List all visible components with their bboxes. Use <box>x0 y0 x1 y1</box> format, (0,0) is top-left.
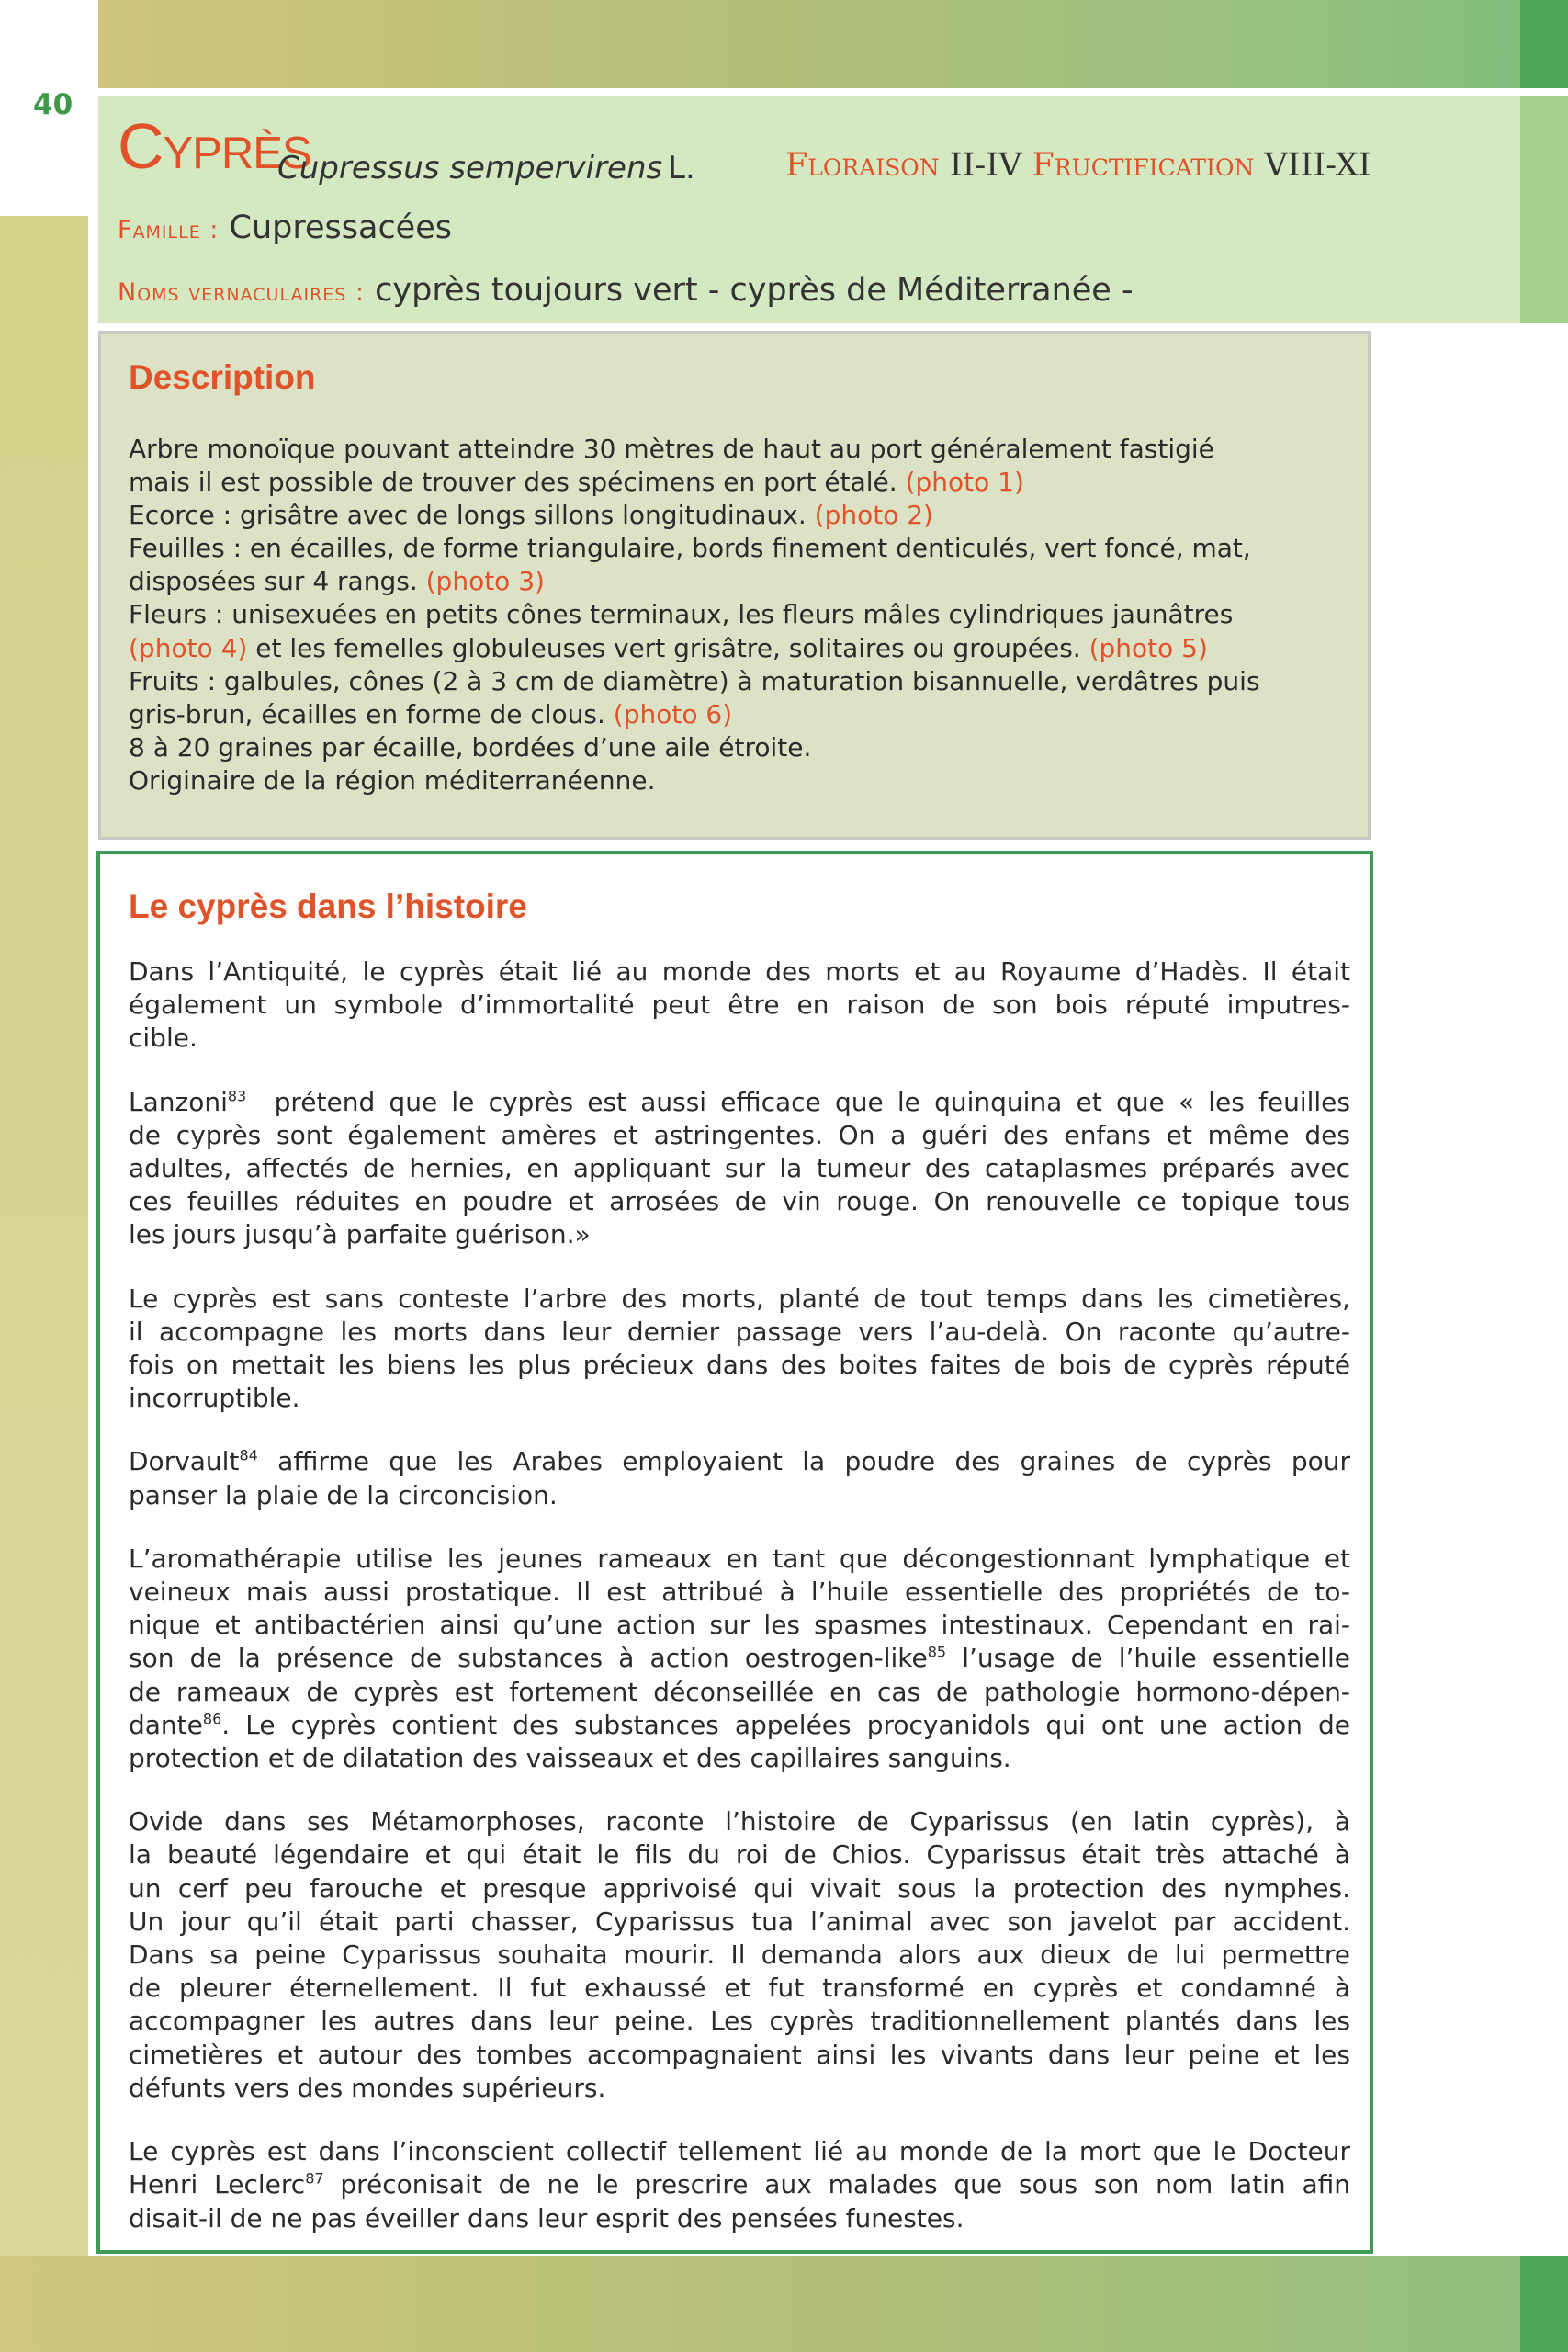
footnote-ref: 83 <box>227 1087 247 1105</box>
description-text-fragment: Fleurs : unisexuées en petits cônes terminaux, les fleurs mâles cylindriques jaunâtres <box>129 599 1234 630</box>
description-line <box>129 764 1364 797</box>
history-title: Le cyprès dans l’histoire <box>129 888 527 925</box>
text-line: panser la plaie de la circoncision. <box>129 1479 558 1510</box>
top-band-accent <box>1520 0 1568 88</box>
footnote-ref: 86 <box>202 1710 222 1728</box>
text-line <box>129 1642 1350 1675</box>
text-line: la beauté légendaire et qui était le fils du roi de Chios. Cyparissus était très attaché à <box>129 1839 1350 1871</box>
text-line <box>129 2168 1350 2201</box>
history-paragraph-3 <box>129 1283 1350 1416</box>
history-paragraph-7 <box>129 2135 1350 2235</box>
species-author: L. <box>668 150 695 187</box>
text-line: il accompagne les morts dans leur dernier passage vers l’au-delà. On raconte qu’autre- <box>129 1316 1350 1347</box>
text-line: Le cyprès est sans conteste l’arbre des morts, planté de tout temps dans les cimetières, <box>129 1283 1350 1314</box>
description-line <box>129 532 1364 565</box>
text-line: de rameaux de cyprès est fortement déconseillée en cas de pathologie hormono-dépen- <box>129 1676 1350 1707</box>
left-decorative-strip <box>0 216 88 2257</box>
description-text-fragment: gris-brun, écailles en forme de clous. <box>129 698 614 729</box>
family-line <box>118 209 452 246</box>
text-line: L’aromathérapie utilise les jeunes rameaux en tant que décongestionnant lymphatique et <box>129 1543 1350 1574</box>
text-line <box>129 1445 1350 1478</box>
description-text-fragment: Fruits : galbules, cônes (2 à 3 cm de diamètre) à maturation bisannuelle, verdâtres puis <box>129 665 1260 696</box>
text-fragment: Lanzoni <box>129 1086 228 1117</box>
description-text-fragment: disposées sur 4 rangs. <box>129 566 426 597</box>
text-line: disait-il de ne pas éveiller dans leur esprit des pensées funestes. <box>129 2202 964 2233</box>
description-text-fragment: Originaire de la région méditerranéenne. <box>129 764 656 796</box>
text-line: incorruptible. <box>129 1383 300 1414</box>
vernacular-label: Noms vernaculaires : <box>118 278 366 307</box>
species-latin-name: Cupressus sempervirens <box>277 150 663 187</box>
text-fragment: l’usage de l’huile essentielle <box>946 1643 1350 1674</box>
description-line <box>129 632 1364 665</box>
fructification-value: VIII-XI <box>1264 147 1371 184</box>
history-paragraph-4 <box>129 1445 1350 1511</box>
text-line: Dans l’Antiquité, le cyprès était lié au monde des morts et au Royaume d’Hadès. Il était <box>129 956 1350 987</box>
text-line: Ovide dans ses Métamorphoses, raconte l’histoire de Cyparissus (en latin cyprès), à <box>129 1806 1350 1838</box>
family-label: Famille : <box>118 216 220 244</box>
photo-reference[interactable]: (photo 2) <box>814 500 933 531</box>
photo-reference[interactable]: (photo 1) <box>905 467 1024 498</box>
description-title: Description <box>129 358 316 396</box>
footnote-ref: 85 <box>927 1644 947 1662</box>
header-panel-accent <box>1520 96 1568 323</box>
text-line: accompagner les autres dans leur peine. Les cyprès traditionnellement plantés dans les <box>129 2006 1350 2037</box>
text-line: de pleurer éternellement. Il fut exhaussé et fut transformé en cyprès et condamné à <box>129 1973 1350 2004</box>
description-line <box>129 698 1364 731</box>
text-fragment: prétend que le cyprès est aussi efficace que le quinquina et que « les feuilles <box>246 1086 1350 1117</box>
history-paragraph-5 <box>129 1543 1350 1775</box>
history-paragraph-2 <box>129 1086 1350 1252</box>
description-line <box>129 731 1364 764</box>
text-line: défunts vers des mondes supérieurs. <box>129 2072 606 2103</box>
text-line: cible. <box>129 1023 197 1054</box>
vernacular-names-line <box>118 272 1134 309</box>
text-line: également un symbole d’immortalité peut être en raison de son bois réputé imputres- <box>129 989 1350 1021</box>
text-fragment: Henri Leclerc <box>129 2169 306 2200</box>
text-line: Dans sa peine Cyparissus souhaita mourir. Il demanda alors aux dieux de lui permettre <box>129 1939 1350 1971</box>
page-number: 40 <box>33 88 73 121</box>
description-text-fragment: mais il est possible de trouver des spécimens en port étalé. <box>129 467 906 498</box>
top-decorative-band <box>98 0 1568 88</box>
footnote-ref: 84 <box>239 1447 258 1465</box>
text-fragment: préconisait de ne le prescrire aux malades que sous son nom latin afin <box>323 2169 1350 2200</box>
photo-reference[interactable]: (photo 3) <box>425 566 545 597</box>
description-line <box>129 499 1364 532</box>
text-fragment: affirme que les Arabes employaient la poudre des graines de cyprès pour <box>257 1446 1350 1477</box>
history-paragraph-1 <box>129 956 1350 1056</box>
description-line <box>129 466 1364 499</box>
bottom-decorative-band <box>0 2256 1568 2352</box>
text-line: un cerf peu farouche et presque apprivoisé qui vivait sous la protection des nymphes. <box>129 1872 1350 1904</box>
footnote-ref: 87 <box>305 2169 324 2188</box>
fructification-label: Fructification <box>1032 147 1255 184</box>
history-text <box>129 956 1350 2266</box>
description-text-fragment: Ecorce : grisâtre avec de longs sillons longitudinaux. <box>129 500 815 531</box>
text-fragment: dante <box>129 1709 203 1740</box>
description-line <box>129 598 1364 631</box>
text-line <box>129 1086 1350 1119</box>
photo-reference[interactable]: (photo 5) <box>1089 632 1208 663</box>
text-line: ces feuilles réduites en poudre et arrosées de vin rouge. On renouvelle ce topique tous <box>129 1186 1350 1217</box>
floraison-label: Floraison <box>785 147 940 184</box>
text-line: Le cyprès est dans l’inconscient collectif tellement lié au monde de la mort que le Docteur <box>129 2136 1350 2167</box>
text-line: nique et antibactérien ainsi qu’une action sur les spasmes intestinaux. Cependant en rai- <box>129 1610 1350 1641</box>
description-line <box>129 665 1364 698</box>
text-fragment: . Le cyprès contient des substances appelées procyanidols qui ont une action de <box>221 1709 1350 1740</box>
flowering-fruiting-line <box>785 147 1371 184</box>
text-line <box>129 1709 1350 1742</box>
floraison-value: II-IV <box>949 147 1022 184</box>
description-text-fragment: Feuilles : en écailles, de forme triangulaire, bords finement denticulés, vert foncé, mat, <box>129 533 1251 564</box>
text-line: fois on mettait les biens les plus précieux dans des boites faites de bois de cyprès réputé <box>129 1350 1350 1381</box>
description-text-fragment: Arbre monoïque pouvant atteindre 30 mètres de haut au port généralement fastigié <box>129 434 1214 464</box>
text-line: de cyprès sont également amères et astringentes. On a guéri des enfans et même des <box>129 1119 1350 1150</box>
history-paragraph-6 <box>129 1805 1350 2105</box>
photo-reference[interactable]: (photo 4) <box>129 632 248 663</box>
family-value: Cupressacées <box>229 209 452 246</box>
text-line: les jours jusqu’à parfaite guérison.» <box>129 1219 591 1250</box>
text-fragment: son de la présence de substances à action oestrogen-like <box>129 1643 928 1674</box>
description-line <box>129 433 1364 466</box>
species-common-name: Cyprès <box>118 110 311 182</box>
photo-reference[interactable]: (photo 6) <box>613 698 733 729</box>
description-text-fragment: et les femelles globuleuses vert grisâtre, solitaires ou groupées. <box>247 632 1089 663</box>
text-line: cimetières et autour des tombes accompagnaient ainsi les vivants dans leur peine et les <box>129 2039 1350 2070</box>
text-fragment: Dorvault <box>129 1446 240 1477</box>
description-text <box>129 433 1364 797</box>
bottom-band-accent <box>1520 2256 1568 2352</box>
vernacular-value: cyprès toujours vert - cyprès de Méditerranée - <box>375 272 1134 309</box>
text-line: Un jour qu’il était parti chasser, Cyparissus tua l’animal avec son javelot par accident. <box>129 1905 1350 1937</box>
text-line: protection et de dilatation des vaisseaux et des capillaires sanguins. <box>129 1743 1011 1774</box>
text-line: veineux mais aussi prostatique. Il est attribué à l’huile essentielle des propriétés de to- <box>129 1577 1350 1608</box>
description-text-fragment: 8 à 20 graines par écaille, bordées d’une aile étroite. <box>129 731 812 763</box>
description-line <box>129 565 1364 598</box>
text-line: adultes, affectés de hernies, en appliquant sur la tumeur des cataplasmes préparés avec <box>129 1153 1350 1184</box>
